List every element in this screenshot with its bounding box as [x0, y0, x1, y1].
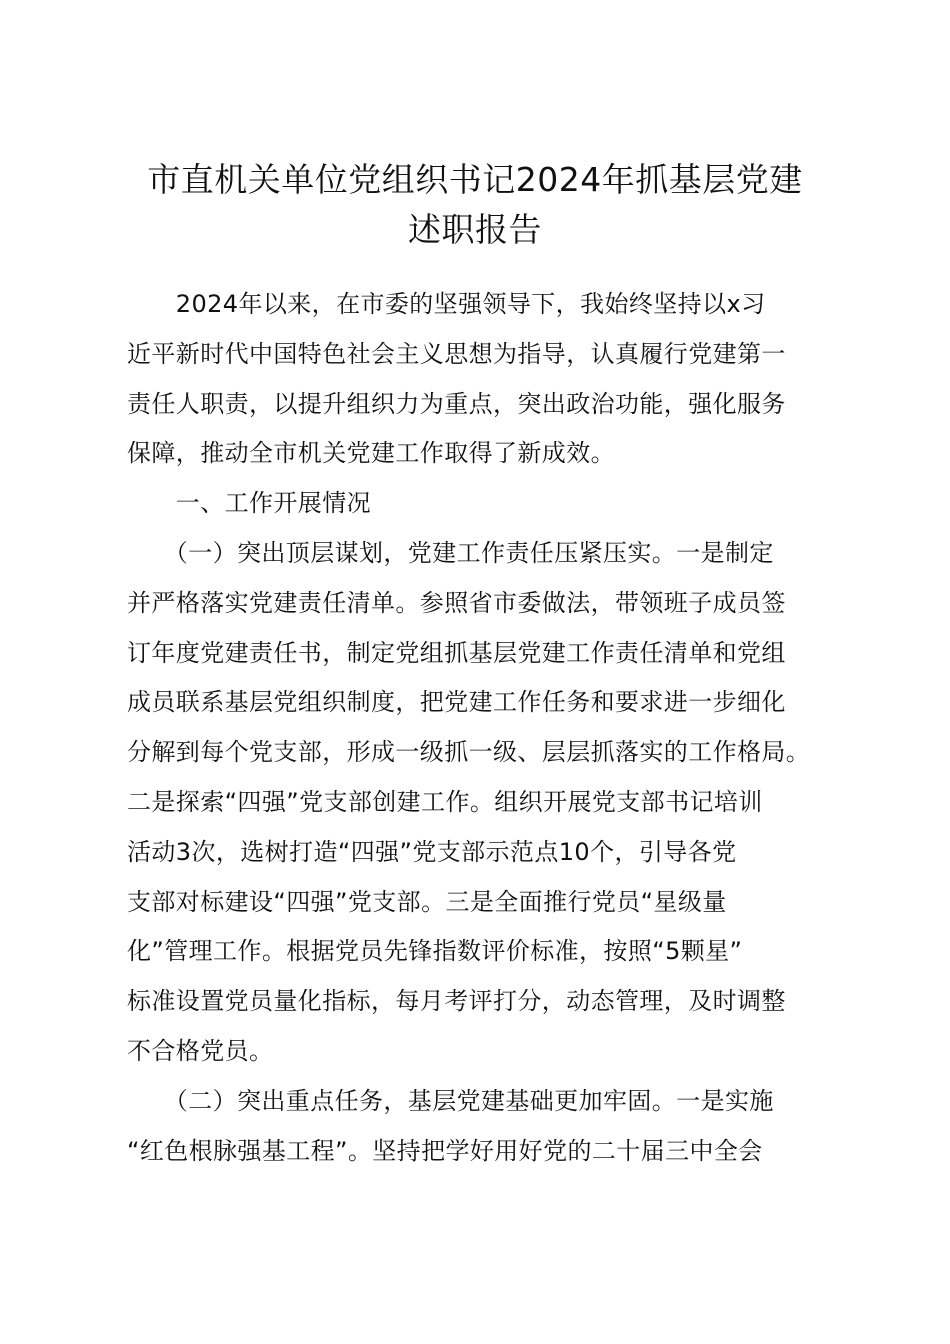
text-line: （二）突出重点任务，基层党建基础更加牢固。一是实施 [127, 1086, 774, 1115]
text-line: 订年度党建责任书，制定党组抓基层党建工作责任清单和党组 [127, 638, 786, 667]
text-line: 成员联系基层党组织制度，把党建工作任务和要求进一步细化 [127, 688, 786, 717]
text-line: “红色根脉强基工程”。坚持把学好用好党的二十届三中全会 [127, 1136, 763, 1165]
text-line: （一）突出顶层谋划，党建工作责任压紧压实。一是制定 [127, 538, 774, 567]
text-line: 标准设置党员量化指标，每月考评打分，动态管理，及时调整 [127, 987, 786, 1016]
text-line: 支部对标建设“四强”党支部。三是全面推行党员“星级量 [127, 887, 727, 916]
text-line: 保障，推动全市机关党建工作取得了新成效。 [127, 439, 615, 468]
document-body [127, 280, 837, 1176]
text-line: 活动3次，选树打造“四强”党支部示范点10个，引导各党 [127, 837, 737, 866]
text-line: 并严格落实党建责任清单。参照省市委做法，带领班子成员签 [127, 588, 786, 617]
title-line-1: 市直机关单位党组织书记2024年抓基层党建 [147, 160, 803, 199]
text-line: 不合格党员。 [127, 1036, 274, 1065]
text-line: 分解到每个党支部，形成一级抓一级、层层抓落实的工作格局。 [127, 738, 811, 767]
text-line: 化”管理工作。根据党员先锋指数评价标准，按照“5颗星” [127, 937, 743, 966]
section-heading: 一、工作开展情况 [127, 489, 371, 518]
text-line: 责任人职责，以提升组织力为重点，突出政治功能，强化服务 [127, 389, 786, 418]
text-line: 近平新时代中国特色社会主义思想为指导，认真履行党建第一 [127, 339, 786, 368]
document-title [118, 155, 832, 255]
text-line: 二是探索“四强”党支部创建工作。组织开展党支部书记培训 [127, 787, 763, 816]
text-line: 2024年以来，在市委的坚强领导下，我始终坚持以x习 [127, 290, 766, 318]
title-line-2: 述职报告 [408, 210, 542, 249]
